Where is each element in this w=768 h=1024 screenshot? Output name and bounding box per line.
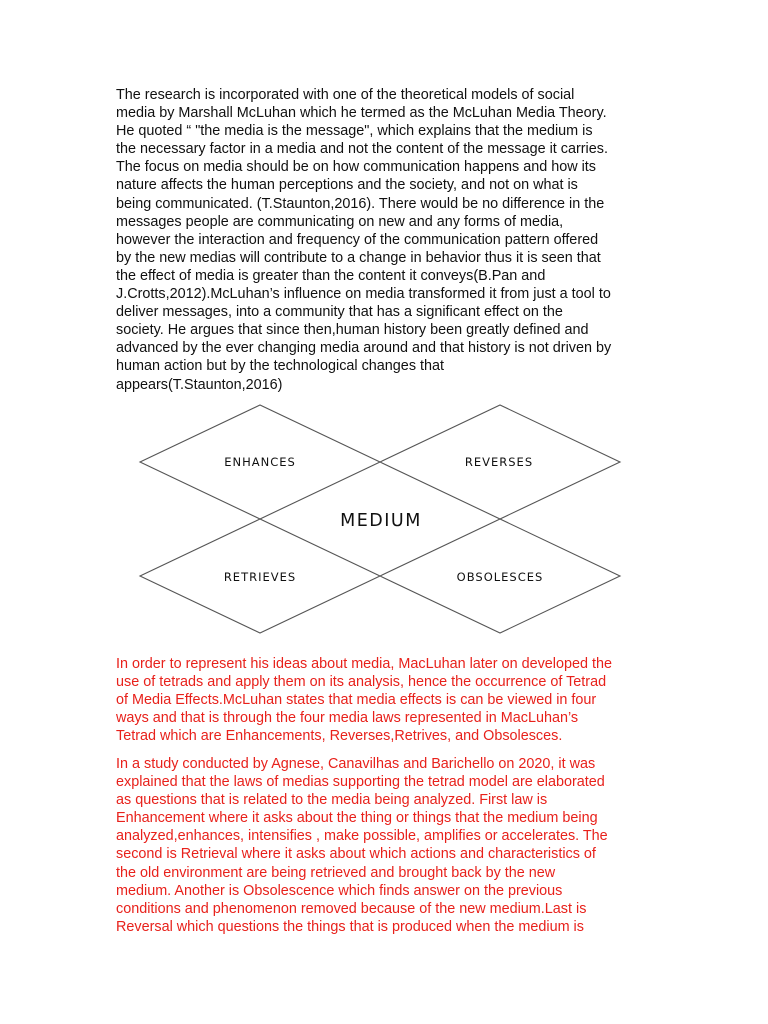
text-line: analyzed,enhances, intensifies , make possible, amplifies or accelerates. The xyxy=(116,828,608,845)
tetrad-diagram-svg xyxy=(130,402,630,638)
text-line: being communicated. (T.Staunton,2016). There would be no difference in the xyxy=(116,195,605,212)
text-line: use of tetrads and apply them on its analysis, hence the occurrence of Tetrad xyxy=(116,674,607,691)
label-medium: MEDIUM xyxy=(340,511,422,531)
text-line: by the new medias will contribute to a change in behavior thus it is seen that xyxy=(116,249,601,266)
label-obsolesces: OBSOLESCES xyxy=(456,570,544,584)
text-line: messages people are communicating on new and any forms of media, xyxy=(116,213,564,230)
text-line: the old environment are being retrieved and brought back by the new xyxy=(116,864,556,881)
text-line: society. He argues that since then,human history been greatly defined and xyxy=(116,322,589,339)
text-line: He quoted “ "the media is the message", which explains that the medium is xyxy=(116,123,593,140)
text-line: ways and that is through the four media laws represented in MacLuhan’s xyxy=(116,710,579,727)
text-line: conditions and phenomenon removed because of the new medium.Last is xyxy=(116,900,587,917)
tetrad-diagram xyxy=(130,402,630,638)
text-line: human action but by the technological changes that xyxy=(116,358,445,375)
text-line: Reversal which questions the things that is produced when the medium is xyxy=(116,918,584,935)
label-reverses: REVERSES xyxy=(464,455,534,469)
text-line: however the interaction and frequency of the communication pattern offered xyxy=(116,231,599,248)
text-line: In a study conducted by Agnese, Canavilhas and Barichello on 2020, it was xyxy=(116,756,596,772)
text-line: In order to represent his ideas about media, MacLuhan later on developed the xyxy=(116,656,612,672)
text-line: Enhancement where it asks about the thing or things that the medium being xyxy=(116,810,598,827)
label-retrieves: RETRIEVES xyxy=(223,570,297,584)
text-line: appears(T.Staunton,2016) xyxy=(116,376,283,393)
text-line: media by Marshall McLuhan which he termed as the McLuhan Media Theory. xyxy=(116,105,607,122)
text-line: Tetrad which are Enhancements, Reverses,Retrives, and Obsolesces. xyxy=(116,728,563,745)
text-line: advanced by the ever changing media around and that history is not driven by xyxy=(116,340,612,357)
text-line: The focus on media should be on how communication happens and how its xyxy=(116,159,596,176)
text-line: second is Retrieval where it asks about which actions and characteristics of xyxy=(116,846,596,863)
body-paragraph-tetrad-intro xyxy=(116,655,656,745)
text-line: The research is incorporated with one of the theoretical models of social xyxy=(116,87,575,103)
text-line: nature affects the human perceptions and the society, and not on what is xyxy=(116,177,578,194)
text-line: the necessary factor in a media and not the content of the message it carries. xyxy=(116,141,608,158)
text-line: deliver messages, into a community that has a significant effect on the xyxy=(116,304,563,321)
body-paragraph-mcluhan-theory xyxy=(116,86,656,394)
text-line: medium. Another is Obsolescence which finds answer on the previous xyxy=(116,882,563,899)
text-line: J.Crotts,2012).McLuhan’s influence on media transformed it from just a tool to xyxy=(116,286,611,303)
text-line: of Media Effects.McLuhan states that media effects is can be viewed in four xyxy=(116,692,597,709)
text-line: as questions that is related to the media being analyzed. First law is xyxy=(116,792,548,809)
body-paragraph-tetrad-laws xyxy=(116,755,656,936)
text-line: the effect of media is greater than the content it conveys(B.Pan and xyxy=(116,267,546,284)
label-enhances: ENHANCES xyxy=(224,455,296,469)
text-line: explained that the laws of medias supporting the tetrad model are elaborated xyxy=(116,774,605,791)
